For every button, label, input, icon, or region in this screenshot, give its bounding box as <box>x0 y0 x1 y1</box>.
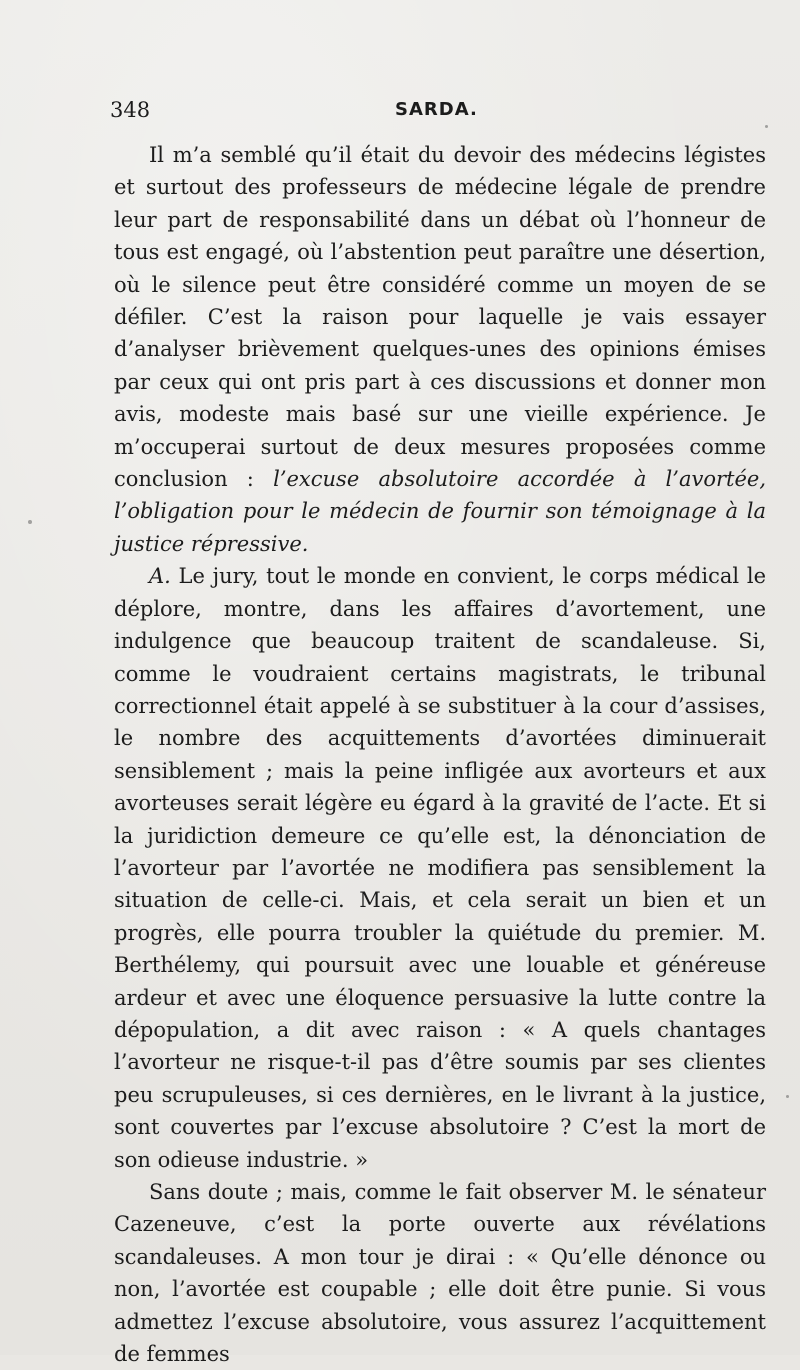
paragraph-2 <box>114 560 766 1176</box>
paragraph-3 <box>114 1176 766 1370</box>
scan-speck <box>765 125 768 128</box>
paragraph-1-text: Il m’a semblé qu’il était du devoir des médecins légistes et surtout des professeurs de médecine légale de prendre leur part de responsabilité dans un débat où l’honneur de tous est engagé, où l’abstention peut paraître une désertion, où le silence peut être considéré comme un moyen de se défiler. C’est la raison pour laquelle je vais essayer d’analyser brièvement quelques-unes des opinions émises par ceux qui ont pris part à ces discussions et donner mon avis, modeste mais basé sur une vieille expérience. Je m’occuperai surtout de deux mesures proposées comme conclusion : <box>114 143 766 492</box>
scan-speck <box>786 1095 789 1098</box>
body-text <box>114 139 766 1370</box>
section-letter: A. <box>149 564 171 589</box>
page-header <box>110 98 765 128</box>
scan-speck <box>28 520 32 524</box>
paragraph-1 <box>114 139 766 560</box>
running-head: SARDA. <box>395 99 478 120</box>
paragraph-2-text: Le jury, tout le monde en convient, le corps médical le déplore, montre, dans les affaires d’avortement, une indulgence que beaucoup traitent de scandaleuse. Si, comme le voudraient certains magistrats, le tribunal correctionnel était appelé à se substituer à la cour d’assises, le nombre des acquittements d’avortées diminuerait sensiblement ; mais la peine infligée aux avorteurs et aux avorteuses serait légère eu égard à la gravité de l’acte. Et si la juridiction demeure ce qu’elle est, la dénonciation de l’avorteur par l’avortée ne modifiera pas sensiblement la situation de celle-ci. Mais, et cela serait un bien et un progrès, elle pourra troubler la quiétude du premier. M. Berthélemy, qui poursuit avec une louable et généreuse ardeur et avec une éloquence persuasive la lutte contre la dépopulation, a dit avec raison : « A quels chantages l’avorteur ne risque-t-il pas d’être soumis par ses clientes peu scrupuleuses, si ces dernières, en le livrant à la justice, sont couvertes par l’excuse absolutoire ? C’est la mort de son odieuse industrie. » <box>114 564 766 1172</box>
paragraph-1-italic-text: l’excuse absolutoire accordée à l’avortée, l’obligation pour le médecin de fournir son témoignage à la justice répressive. <box>114 467 766 556</box>
paragraph-3-text: Sans doute ; mais, comme le fait observer M. le sénateur Cazeneuve, c’est la porte ouverte aux révélations scandaleuses. A mon tour je dirai : « Qu’elle dénonce ou non, l’avortée est coupable ; elle doit être punie. Si vous admettez l’excuse absolutoire, vous assurez l’acquittement de femmes <box>114 1180 766 1367</box>
page-number: 348 <box>110 98 151 122</box>
